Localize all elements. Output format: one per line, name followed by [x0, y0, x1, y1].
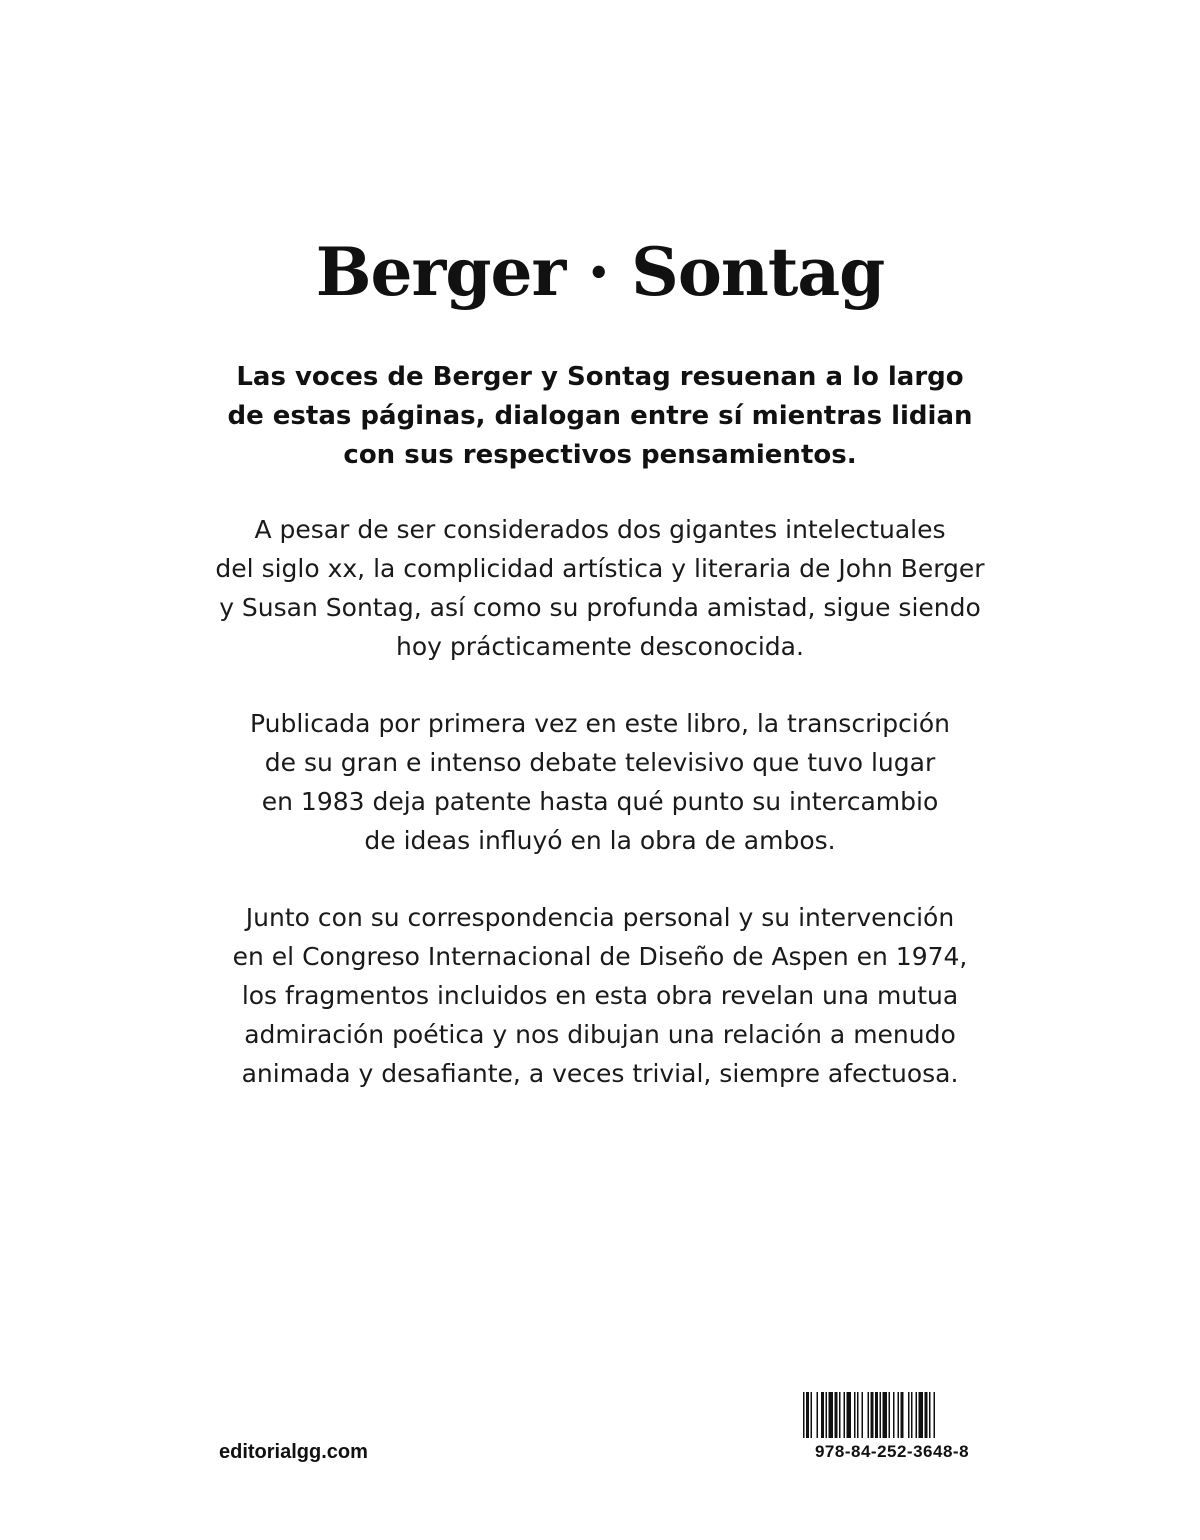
body-line: del siglo xx, la complicidad artística y literaria de John Berger — [215, 554, 985, 583]
body-line: de su gran e intenso debate televisivo que tuvo lugar — [264, 748, 936, 777]
barcode-icon — [803, 1392, 981, 1438]
lead-line: de estas páginas, dialogan entre sí mientras lidian — [227, 401, 973, 431]
isbn-number: 978-84-252-3648-8 — [814, 1442, 970, 1461]
publisher-website: editorialgg.com — [219, 1441, 368, 1463]
body-line: en 1983 deja patente hasta qué punto su intercambio — [261, 787, 939, 816]
lead-paragraph — [200, 358, 1000, 475]
body-line: Publicada por primera vez en este libro, la transcripción — [250, 709, 950, 738]
body-paragraph-3 — [180, 898, 1020, 1093]
body-paragraph-2 — [180, 704, 1020, 860]
barcode-block — [803, 1392, 981, 1462]
lead-line: Las voces de Berger y Sontag resuenan a lo largo — [236, 362, 964, 392]
body-line: admiración poética y nos dibujan una relación a menudo — [244, 1020, 956, 1049]
book-title: Berger · Sontag — [315, 233, 885, 311]
lead-line: con sus respectivos pensamientos. — [343, 440, 857, 470]
body-line: animada y desafiante, a veces trivial, siempre afectuosa. — [241, 1059, 959, 1088]
body-line: de ideas influyó en la obra de ambos. — [364, 826, 836, 855]
body-line: los fragmentos incluidos en esta obra revelan una mutua — [241, 981, 959, 1010]
body-line: en el Congreso Internacional de Diseño de Aspen en 1974, — [232, 942, 968, 971]
body-line: hoy prácticamente desconocida. — [396, 632, 804, 661]
body-line: A pesar de ser considerados dos gigantes intelectuales — [254, 515, 946, 544]
body-paragraph-1 — [180, 510, 1020, 666]
body-line: y Susan Sontag, así como su profunda amistad, sigue siendo — [219, 593, 981, 622]
body-line: Junto con su correspondencia personal y su intervención — [245, 903, 955, 932]
